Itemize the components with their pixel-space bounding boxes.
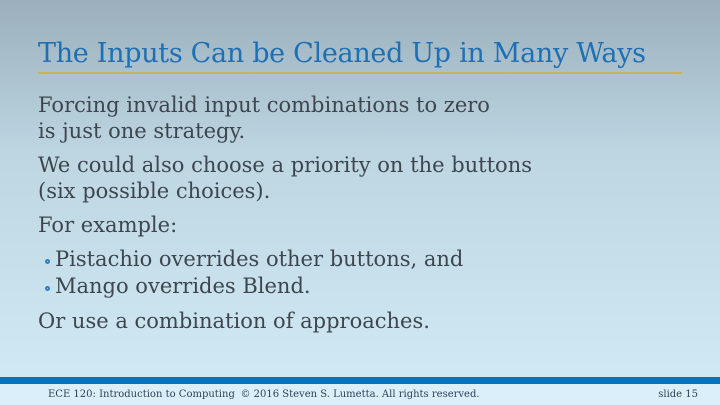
paragraph-forcing xyxy=(38,92,678,144)
bullet-text: Mango overrides Blend. xyxy=(55,274,311,298)
paragraph-line: is just one strategy. xyxy=(38,119,246,143)
paragraph-line: We could also choose a priority on the buttons xyxy=(38,153,532,177)
footer-accent-bar xyxy=(0,377,720,384)
slide-body xyxy=(38,92,678,342)
paragraph-line: (six possible choices). xyxy=(38,179,271,203)
footer xyxy=(0,384,720,405)
paragraph-closing: Or use a combination of approaches. xyxy=(38,309,430,333)
slide-title: The Inputs Can be Cleaned Up in Many Ways xyxy=(38,38,646,69)
bullet-text: Pistachio overrides other buttons, and xyxy=(55,247,464,271)
footer-course-label: ECE 120: Introduction to Computing xyxy=(48,389,235,400)
footer-slide-number: slide 15 xyxy=(658,389,698,400)
title-underline-rule xyxy=(38,72,682,74)
open-circle-bullet-icon xyxy=(45,286,50,291)
open-circle-bullet-icon xyxy=(45,259,50,264)
list-item xyxy=(45,246,678,273)
paragraph-line: For example: xyxy=(38,213,178,237)
paragraph-line: Forcing invalid input combinations to zero xyxy=(38,93,490,117)
list-item xyxy=(45,273,678,300)
bullet-list xyxy=(38,246,678,300)
paragraph-for-example xyxy=(38,212,678,238)
footer-copyright: © 2016 Steven S. Lumetta. All rights reserved. xyxy=(240,389,480,400)
paragraph-priority xyxy=(38,152,678,204)
